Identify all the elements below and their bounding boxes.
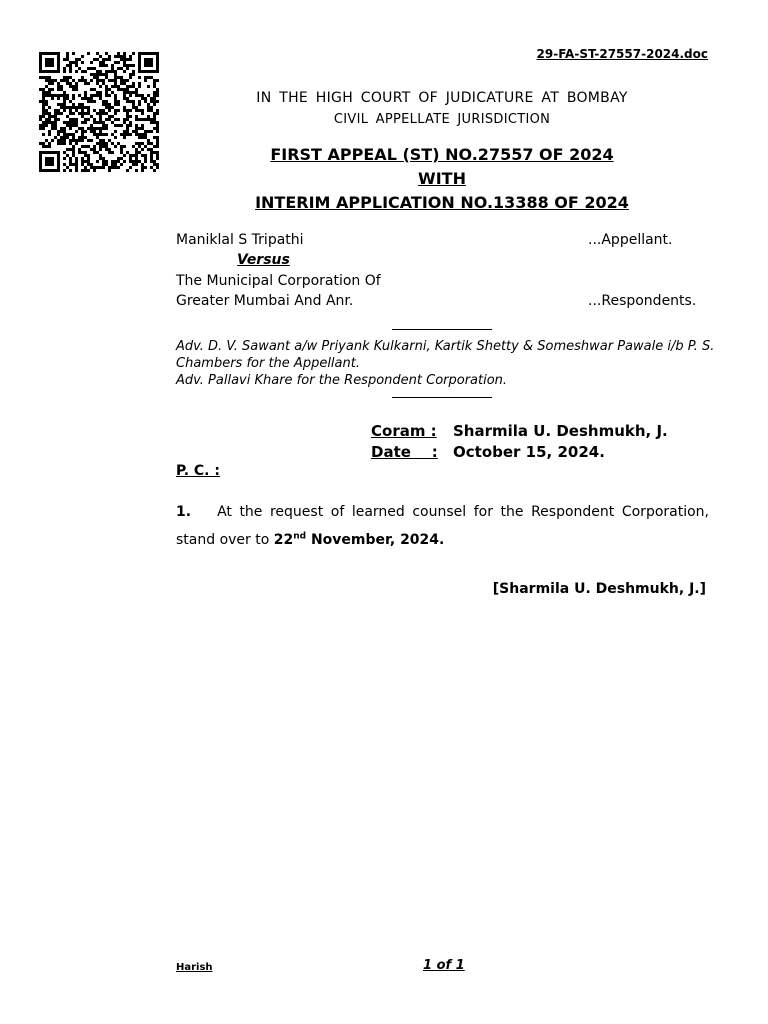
paragraph-date <box>274 532 445 548</box>
date-rest: November, 2024. <box>306 532 445 548</box>
coram-label: Coram : <box>371 422 437 440</box>
paragraph-text: At the request of learned counsel for the Respondent Corporation, stand over to <box>176 504 709 548</box>
case-title-first-appeal: FIRST APPEAL (ST) NO.27557 OF 2024 <box>270 145 614 164</box>
date-suffix: nd <box>293 531 307 542</box>
respondent-role: ...Respondents. <box>588 293 697 309</box>
advocate-appellant: Adv. D. V. Sawant a/w Priyank Kulkarni, Kartik Shetty & Someshwar Pawale i/b P. S. Chambers for the Appellant. <box>176 339 715 371</box>
divider-bottom <box>392 397 492 398</box>
order-paragraph <box>176 498 709 554</box>
case-title-with: WITH <box>418 169 466 188</box>
paragraph-number: 1. <box>176 504 192 520</box>
case-title-interim-application: INTERIM APPLICATION NO.13388 OF 2024 <box>255 193 629 212</box>
date-day: 22 <box>273 532 294 548</box>
footer-initials: Harish <box>176 962 213 973</box>
jurisdiction: CIVIL APPELLATE JURISDICTION <box>333 112 551 127</box>
document-file-id: 29-FA-ST-27557-2024.doc <box>536 47 708 61</box>
date-label: Date : <box>371 443 438 461</box>
respondent-name-line1: The Municipal Corporation Of <box>176 273 381 289</box>
pc-label: P. C. : <box>176 463 220 479</box>
appellant-role: ...Appellant. <box>588 232 673 248</box>
versus-label: Versus <box>237 252 290 268</box>
page-number: 1 of 1 <box>423 958 465 973</box>
order-date: October 15, 2024. <box>453 443 605 461</box>
coram-judge: Sharmila U. Deshmukh, J. <box>453 422 668 440</box>
judge-signature: [Sharmila U. Deshmukh, J.] <box>492 581 706 597</box>
respondent-name-line2: Greater Mumbai And Anr. <box>176 293 354 309</box>
divider-top <box>392 329 492 330</box>
appellant-name: Maniklal S Tripathi <box>176 232 304 248</box>
court-name: IN THE HIGH COURT OF JUDICATURE AT BOMBAY <box>256 90 628 106</box>
advocate-respondent: Adv. Pallavi Khare for the Respondent Corporation. <box>176 373 508 388</box>
